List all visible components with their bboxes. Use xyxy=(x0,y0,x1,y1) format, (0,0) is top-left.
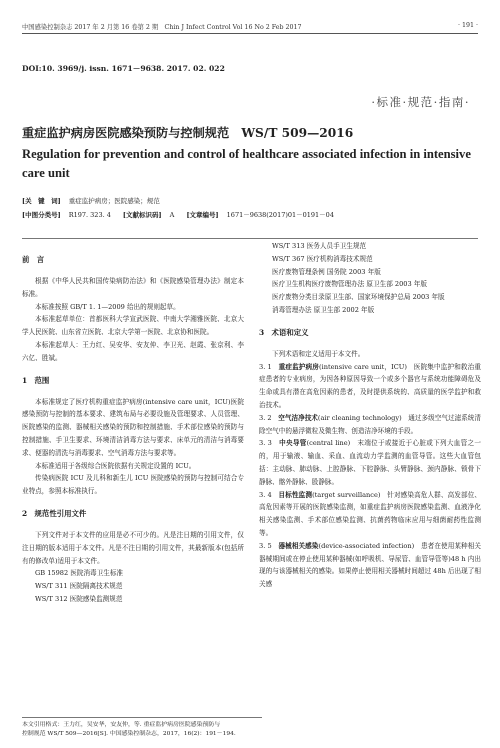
section-heading: 1 范围 xyxy=(22,375,50,385)
keywords-line xyxy=(22,196,478,205)
paragraph: 下列术语和定义适用于本文件。 xyxy=(272,349,365,358)
reference-item: WS/T 367 医疗机构消毒技术规范 xyxy=(272,254,373,263)
term-text: (target surveillance) 针对感染高危人群、高发部位、高危因素等开展的医院感染监测，如重症监护病房医院感染监测、血液净化相关感染监测、手术部位感染监测、抗菌药物临床应用与细菌耐药性监测等。 xyxy=(259,490,482,537)
column-tag: ·标准·规范·指南· xyxy=(371,95,470,109)
term-definition xyxy=(259,540,481,591)
term-definition xyxy=(259,437,481,488)
reference-item: GB 15982 医院消毒卫生标准 xyxy=(35,569,124,578)
article-number-label: [文章编号] xyxy=(186,211,219,219)
reference-item: WS/T 313 医务人员手卫生规范 xyxy=(272,242,367,250)
doc-code-value: A xyxy=(169,211,175,219)
running-header xyxy=(22,20,478,34)
term-name: 目标性监测 xyxy=(278,490,313,499)
article-number-value: 1671－9638(2017)01－0191－04 xyxy=(226,211,334,219)
classification-line xyxy=(22,210,478,219)
paragraph: 根据《中华人民共和国传染病防治法》和《医院感染管理办法》制定本标准。 xyxy=(22,277,244,298)
journal-citation: 中国感染控制杂志 2017 年 2 月第 16 卷第 2 期 Chin J Infect Control Vol 16 No 2 Feb 2017 xyxy=(22,24,302,31)
term-number: 3. 2 xyxy=(259,413,272,422)
reference-item: 医疗卫生机构医疗废物管理办法 原卫生部 2003 年版 xyxy=(272,280,427,289)
term-text: (air cleaning technology) 通过多级空气过滤系统清除空气中的悬浮微粒及微生物、创造洁净环境的手段。 xyxy=(259,413,482,435)
footnote-line: 本文引用格式：王力红，吴安华，安友仲，等. 重症监护病房医院感染预防与 xyxy=(22,722,221,728)
paragraph: 本标准规定了医疗机构重症监护病房(intensive care unit，ICU)医院感染预防与控制的基本要求、建筑布局与必要设施及管理要求、人员管理、医院感染的监测、器械相关感染的预防和控制措施、手术部位感染的预防与控制措施、手卫生要求、环境清洁消毒方法与要求、床单元的清洁与消毒要求、便器的清洗与消毒要求、空气消毒方法与要求等。 xyxy=(22,397,244,457)
term-name: 重症监护病房 xyxy=(278,362,320,371)
term-definition xyxy=(259,489,481,540)
paragraph: 传染病医院 ICU 及儿科和新生儿 ICU 医院感染的预防与控制可结合专业特点，参照本标准执行。 xyxy=(22,474,244,496)
reference-item: 消毒管理办法 原卫生部 2002 年版 xyxy=(272,305,375,314)
reference-item: 医疗废物管理条例 国务院 2003 年版 xyxy=(272,267,381,276)
doc-code-label: [文献标识码] xyxy=(122,211,162,219)
term-name: 器械相关感染 xyxy=(278,541,319,550)
section-heading: 2 规范性引用文件 xyxy=(22,508,87,518)
title-english: Regulation for prevention and control of healthcare associated infection in intensive care unit xyxy=(22,147,471,180)
section-heading: 3 术语和定义 xyxy=(259,327,309,337)
term-number: 3. 4 xyxy=(259,490,272,499)
footnote-line: 控制规范 WS/T 509—2016[S]. 中国感染控制杂志，2017，16(2)：191－194. xyxy=(22,731,236,737)
keywords-label: [关 键 词] xyxy=(22,197,61,205)
term-definition xyxy=(259,412,481,438)
term-name: 空气洁净技术 xyxy=(278,413,318,422)
term-number: 3. 5 xyxy=(259,541,272,550)
paragraph: 本标准适用于各级综合医院依据有关规定设置的 ICU。 xyxy=(35,461,196,470)
term-number: 3. 1 xyxy=(259,362,272,371)
term-name: 中央导管 xyxy=(279,439,307,448)
keywords-value: 重症监护病房；医院感染；规范 xyxy=(68,197,160,205)
preface-heading: 前 言 xyxy=(22,255,45,264)
paragraph: 本标准按照 GB/T 1. 1—2009 给出的规则起草。 xyxy=(35,302,180,311)
term-text: (intensive care unit，ICU) 医院集中监护和救治重症患者的专业病房，为因各种原因导致一个或多个器官与系统功能障碍危及生命或具有潜在高危因素的患者，及时提供系统的、高质量的医学监护和救治技术。 xyxy=(259,362,481,409)
left-column xyxy=(22,244,244,606)
term-definition xyxy=(259,361,481,412)
reference-item: WS/T 311 医院隔离技术规范 xyxy=(35,582,123,591)
page-number: · 191 · xyxy=(457,22,478,29)
clc-label: [中图分类号] xyxy=(22,211,61,219)
clc-value: R197. 323. 4 xyxy=(68,211,111,219)
doi: DOI:10. 3969/j. issn. 1671－9638. 2017. 02. 022 xyxy=(22,64,225,73)
reference-item: WS/T 312 医院感染监测规范 xyxy=(35,594,123,603)
title-chinese: 重症监护病房医院感染预防与控制规范 WS/T 509—2016 xyxy=(22,126,354,140)
term-number: 3. 3 xyxy=(259,439,272,448)
term-text: (device-associated infection) 患者在使用某种相关器械期间或在停止使用某种器械(如呼吸机、导尿管、血管导管等)48 h 内出现的与该器械相关的感染。如果停止使用相关器械时间超过 48h 后出现了相关感 xyxy=(259,541,482,589)
paragraph: 下列文件对于本文件的应用是必不可少的。凡是注日期的引用文件，仅注日期的版本适用于本文件。凡是不注日期的引用文件，其最新版本(包括所有的修改单)适用于本文件。 xyxy=(22,530,244,565)
divider xyxy=(22,238,478,239)
reference-item: 医疗废物分类目录原卫生部、国家环境保护总局 2003 年版 xyxy=(272,293,445,302)
citation-footnote xyxy=(22,717,262,739)
paragraph: 本标准起草单位：首都医科大学宣武医院、中南大学湘雅医院、北京大学人民医院、山东省立医院、北京大学第一医院、北京协和医院。 xyxy=(22,315,244,337)
term-text: (central line) 末端位于或接近于心脏或下列大血管之一的，用于输液、输血、采血、血流动力学监测的血管导管。这些大血管包括：主动脉、肺动脉、上腔静脉、下腔静脉、头臂静脉、颈内静脉、锁骨下静脉、髂外静脉、股静脉。 xyxy=(259,439,482,486)
paragraph: 本标准起草人：王力红、吴安华、安友仲、李卫光、赵霞、张京利、李六亿、胜斌。 xyxy=(22,340,244,362)
right-column xyxy=(259,240,481,591)
